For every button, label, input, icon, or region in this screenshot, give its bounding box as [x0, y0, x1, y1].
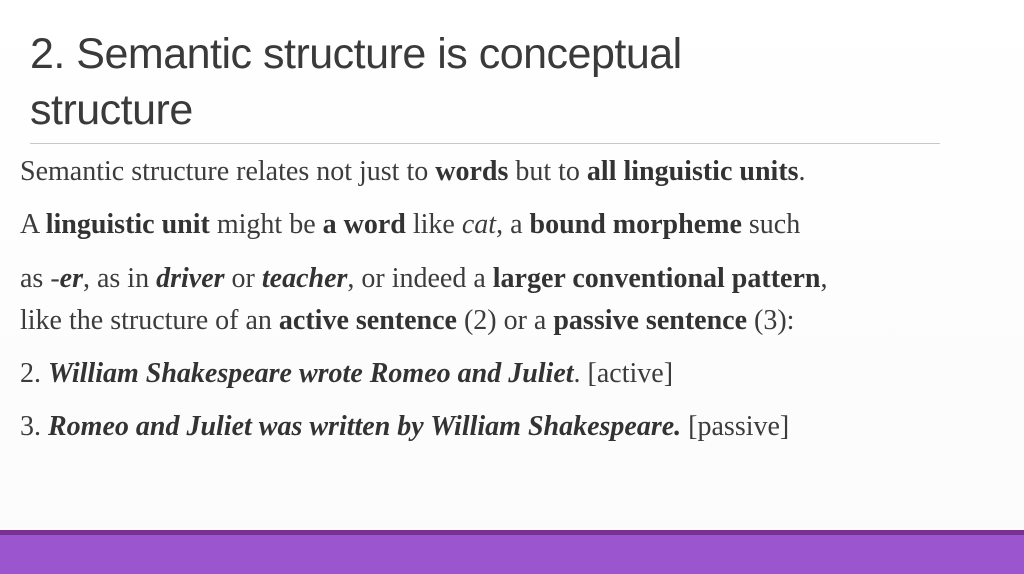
paragraph-line-1	[20, 263, 827, 294]
bold-term-active-sentence: active sentence	[278, 305, 457, 336]
text-run: like the structure of an	[20, 305, 279, 336]
italic-example-cat: cat	[461, 209, 497, 240]
paragraph-semantic-structure	[20, 152, 806, 192]
example-sentence-active	[20, 354, 673, 394]
text-run: (2) or a	[456, 305, 554, 336]
example-er: er	[59, 263, 83, 294]
bold-term-larger-conventional-pattern: larger conventional pattern	[492, 263, 821, 294]
example-number: 2.	[20, 358, 48, 389]
text-run: ,	[820, 263, 828, 294]
example-sentence-passive	[20, 407, 789, 447]
example-tag-passive: [passive]	[681, 411, 790, 442]
text-run: , or indeed a	[347, 263, 493, 294]
paragraph-line-2	[20, 305, 794, 336]
text-run: might be	[209, 209, 323, 240]
bold-term-words: words	[435, 156, 509, 187]
text-run: as -	[20, 263, 60, 294]
example-driver: driver	[156, 263, 225, 294]
bold-term-linguistic-unit: linguistic unit	[45, 209, 210, 240]
example-text: Romeo and Juliet was written by William Shakespeare.	[48, 411, 682, 442]
text-run: such	[741, 209, 801, 240]
example-teacher: teacher	[261, 263, 348, 294]
text-run: like	[405, 209, 462, 240]
bold-term-bound-morpheme: bound morpheme	[529, 209, 742, 240]
paragraph-patterns	[20, 258, 827, 342]
text-run: (3):	[747, 305, 795, 336]
text-run: , as in	[82, 263, 157, 294]
paragraph-linguistic-unit	[20, 205, 800, 245]
example-number: 3.	[20, 411, 48, 442]
slide-title	[30, 26, 930, 138]
text-run: or	[224, 263, 262, 294]
text-run: Semantic structure relates not just to	[20, 156, 436, 187]
footer-bar	[0, 535, 1024, 574]
bold-term-all-linguistic-units: all linguistic units	[586, 156, 799, 187]
example-text: William Shakespeare wrote Romeo and Juliet	[48, 358, 574, 389]
title-divider	[30, 143, 940, 144]
slide-title-line-1: 2. Semantic structure is conceptual	[30, 30, 682, 78]
text-run: but to	[508, 156, 587, 187]
text-run: , a	[496, 209, 530, 240]
bold-term-a-word: a word	[322, 209, 406, 240]
text-run: .	[798, 156, 806, 187]
slide-title-line-2: structure	[30, 86, 193, 134]
example-tag-active: . [active]	[573, 358, 674, 389]
bold-term-passive-sentence: passive sentence	[553, 305, 748, 336]
text-run: A	[20, 209, 46, 240]
